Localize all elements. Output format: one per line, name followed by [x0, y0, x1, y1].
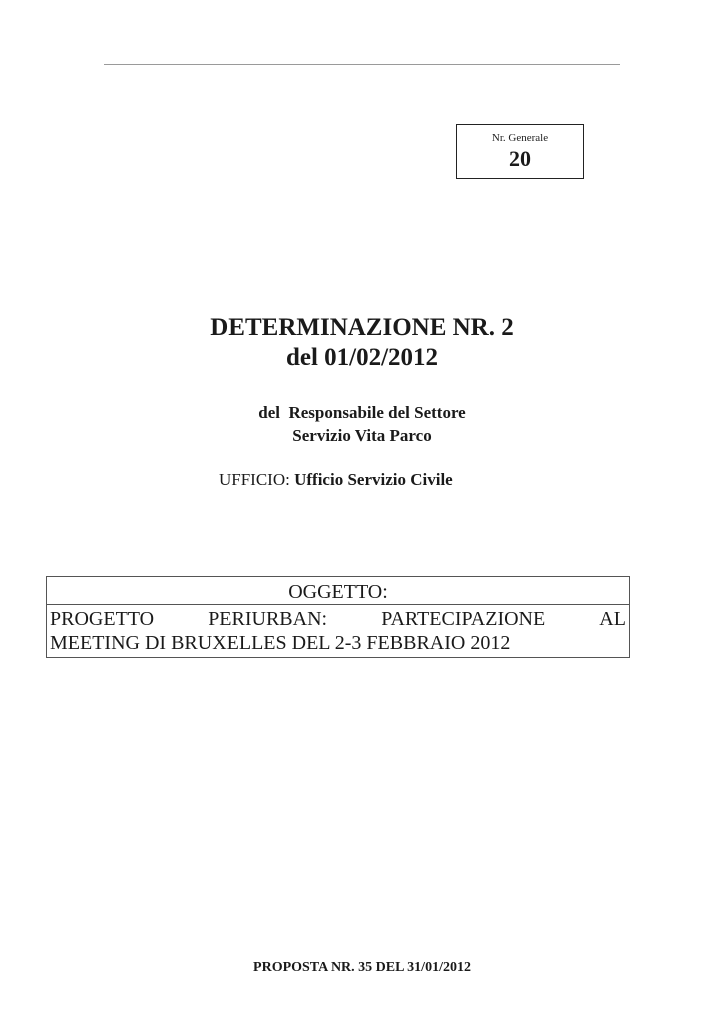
document-title: DETERMINAZIONE NR. 2: [210, 314, 514, 341]
oggetto-body: [47, 605, 629, 657]
oggetto-word: AL: [599, 608, 626, 630]
oggetto-table: [46, 576, 630, 658]
numero-generale-label: Nr. Generale: [491, 132, 549, 144]
top-divider: [104, 64, 620, 65]
oggetto-line-1: [50, 607, 626, 631]
ufficio-value: Ufficio Servizio Civile: [294, 470, 453, 489]
settore-name: Servizio Vita Parco: [292, 426, 432, 445]
oggetto-word: PARTECIPAZIONE: [381, 608, 546, 630]
oggetto-line-2: MEETING DI BRUXELLES DEL 2-3 FEBBRAIO 2012: [50, 632, 511, 654]
numero-generale-box: [456, 124, 584, 179]
oggetto-heading: OGGETTO:: [47, 577, 629, 605]
ufficio-line: [219, 470, 453, 490]
document-date: del 01/02/2012: [285, 344, 439, 371]
oggetto-word: PERIURBAN:: [208, 608, 328, 630]
oggetto-word: PROGETTO: [50, 608, 155, 630]
numero-generale-value: 20: [509, 146, 531, 171]
ufficio-label: UFFICIO:: [219, 470, 295, 489]
proposta-footer: PROPOSTA NR. 35 DEL 31/01/2012: [253, 960, 471, 975]
responsabile-line: del Responsabile del Settore: [258, 403, 466, 422]
